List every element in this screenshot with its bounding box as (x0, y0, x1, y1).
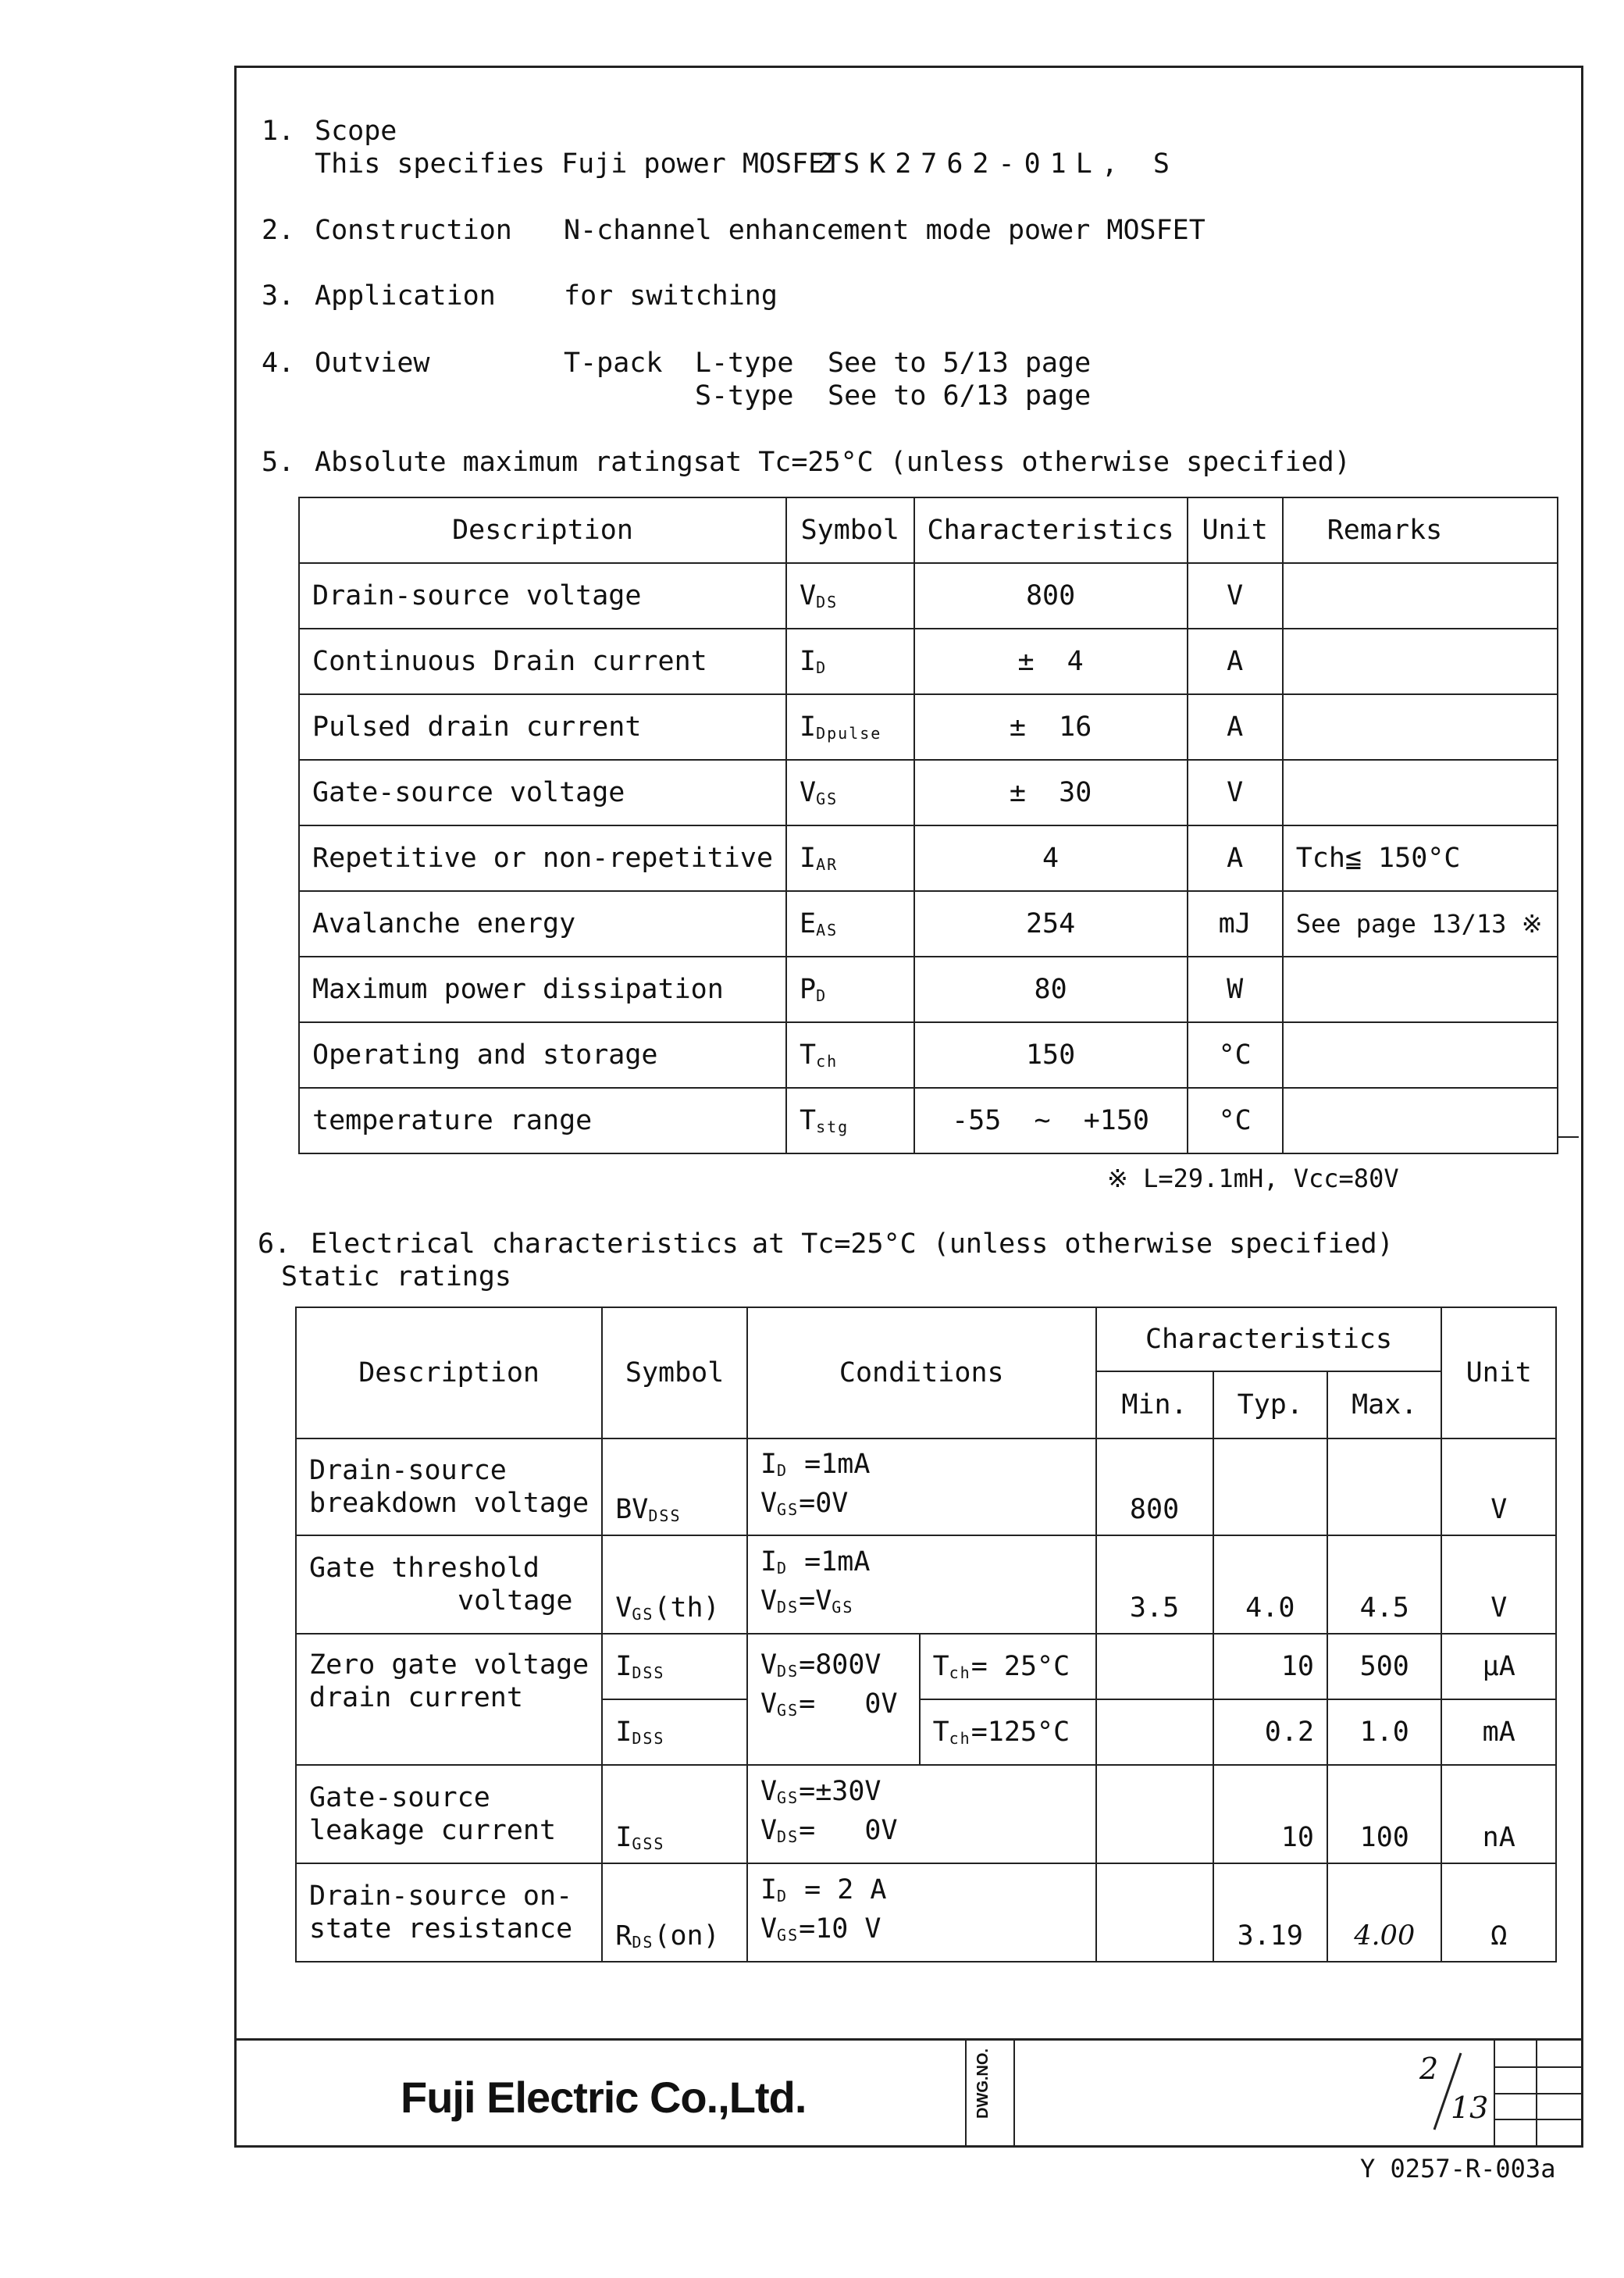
header-remarks: Remarks (1283, 497, 1558, 563)
row-min: 3.5 (1096, 1535, 1213, 1634)
row-max: 4.5 (1327, 1535, 1441, 1634)
row-value: ± 4 (914, 629, 1188, 694)
abs-table-note: ※ L=29.1mH, Vcc=80V (1107, 1164, 1399, 1193)
row-max (1327, 1438, 1441, 1535)
row-description: Maximum power dissipation (299, 957, 786, 1022)
header-symbol: Symbol (786, 497, 914, 563)
row-symbol: $I_{GSS}$ (602, 1765, 747, 1863)
section-1-title: Scope (315, 116, 397, 147)
row-min (1096, 1863, 1213, 1962)
header-description: Description (299, 497, 786, 563)
row-unit: V (1188, 563, 1283, 629)
row-conditions: $I_D =1mA$ $V_{DS}=V_{GS}$ (747, 1535, 1096, 1634)
table-row (299, 825, 1558, 891)
row-symbol: $I_{AR}$ (786, 825, 914, 891)
row-remarks: Tch≦ 150°C (1283, 825, 1558, 891)
row-description: Gate threshold voltage (296, 1535, 602, 1634)
table-row (299, 694, 1558, 760)
row-value: ± 16 (914, 694, 1188, 760)
row-unit: °C (1188, 1088, 1283, 1153)
section-4-title: Outview (315, 348, 430, 379)
title-block (234, 2038, 1583, 2148)
drawing-number-field (965, 2041, 1015, 2145)
section-5-condition: at Tc=25°C (unless otherwise specified) (709, 447, 1351, 478)
company-name: Fuji Electric Co.,Ltd. (401, 2073, 807, 2122)
row-value: 150 (914, 1022, 1188, 1088)
header-typ: Typ. (1213, 1371, 1327, 1438)
row-unit: mJ (1188, 891, 1283, 957)
row-min (1096, 1634, 1213, 1699)
row-remarks (1283, 629, 1558, 694)
row-typ: 10 (1213, 1634, 1327, 1699)
scope-text: This specifies Fuji power MOSFET (315, 148, 842, 180)
section-3-title: Application (315, 280, 496, 312)
row-typ: 3.19 (1213, 1863, 1327, 1962)
row-unit: A (1188, 629, 1283, 694)
table-row (299, 760, 1558, 825)
page-total: 13 (1451, 2091, 1489, 2125)
l-type-ref: See to 5/13 page (828, 348, 1092, 379)
section-5-title: Absolute maximum ratings (315, 447, 710, 478)
row-max: 500 (1327, 1634, 1441, 1699)
row-remarks (1283, 760, 1558, 825)
row-description: Drain-source voltage (299, 563, 786, 629)
section-4-number: 4. (262, 348, 295, 379)
header-unit: Unit (1441, 1307, 1556, 1438)
row-symbol: $T_{stg}$ (786, 1088, 914, 1153)
drawing-number-label: DWG.NO. (974, 2048, 992, 2119)
row-description: Drain-source on- state resistance (296, 1863, 602, 1962)
row-description: temperature range (299, 1088, 786, 1153)
row-description: Gate-source leakage current (296, 1765, 602, 1863)
row-unit: W (1188, 957, 1283, 1022)
row-remarks (1283, 694, 1558, 760)
row-typ (1213, 1438, 1327, 1535)
row-description: Zero gate voltage drain current (296, 1634, 602, 1765)
row-symbol: $I_{Dpulse}$ (786, 694, 914, 760)
row-symbol: $P_D$ (786, 957, 914, 1022)
row-remarks (1283, 1022, 1558, 1088)
row-description: Pulsed drain current (299, 694, 786, 760)
row-min (1096, 1699, 1213, 1765)
section-5-number: 5. (262, 447, 295, 478)
row-unit: nA (1441, 1765, 1556, 1863)
section-6-condition: at Tc=25°C (unless otherwise specified) (752, 1228, 1394, 1260)
row-symbol: $V_{GS}(th)$ (602, 1535, 747, 1634)
section-6-number: 6. (258, 1228, 291, 1260)
row-description: Operating and storage (299, 1022, 786, 1088)
row-conditions: $V_{DS}=800V$ $V_{GS}= 0V$ (747, 1634, 920, 1765)
row-typ: 4.0 (1213, 1535, 1327, 1634)
row-unit: A (1188, 825, 1283, 891)
row-min (1096, 1765, 1213, 1863)
row-max: 1.0 (1327, 1699, 1441, 1765)
table-header-row (296, 1307, 1556, 1371)
row-symbol: $V_{GS}$ (786, 760, 914, 825)
row-value: -55 ~ +150 (914, 1088, 1188, 1153)
table-row (299, 891, 1558, 957)
row-value: ± 30 (914, 760, 1188, 825)
header-min: Min. (1096, 1371, 1213, 1438)
row-remarks (1283, 957, 1558, 1022)
row-value: 800 (914, 563, 1188, 629)
electrical-characteristics-table (295, 1307, 1557, 1963)
table-row (299, 1022, 1558, 1088)
header-symbol: Symbol (602, 1307, 747, 1438)
section-3-number: 3. (262, 280, 295, 312)
row-symbol: $E_{AS}$ (786, 891, 914, 957)
row-typ: 10 (1213, 1765, 1327, 1863)
row-max: 4.00 (1327, 1863, 1441, 1962)
application-value: for switching (564, 280, 778, 312)
header-conditions: Conditions (747, 1307, 1096, 1438)
section-6-title: Electrical characteristics (311, 1228, 739, 1260)
table-row (299, 563, 1558, 629)
header-unit: Unit (1188, 497, 1283, 563)
section-1-number: 1. (262, 116, 295, 147)
row-symbol: $BV_{DSS}$ (602, 1438, 747, 1535)
row-value: 80 (914, 957, 1188, 1022)
row-description: Drain-source breakdown voltage (296, 1438, 602, 1535)
page-number: 2 (1419, 2052, 1439, 2086)
row-description: Repetitive or non-repetitive (299, 825, 786, 891)
row-unit: V (1188, 760, 1283, 825)
row-conditions: $I_D = 2$ A $V_{GS}=10$ V (747, 1863, 1096, 1962)
row-description: Avalanche energy (299, 891, 786, 957)
row-conditions: $I_D =1mA$ $V_{GS}=0V$ (747, 1438, 1096, 1535)
row-unit: Ω (1441, 1863, 1556, 1962)
header-characteristics: Characteristics (1096, 1307, 1442, 1371)
construction-value: N-channel enhancement mode power MOSFET (564, 215, 1206, 246)
table-row (296, 1535, 1556, 1634)
row-unit: V (1441, 1535, 1556, 1634)
table-header-row (299, 497, 1558, 563)
row-symbol: $I_{DSS}$ (602, 1699, 747, 1765)
row-conditions: $V_{GS}=\pm 30V$ $V_{DS}= 0V$ (747, 1765, 1096, 1863)
row-remarks (1283, 1088, 1558, 1153)
row-unit: A (1188, 694, 1283, 760)
row-description: Continuous Drain current (299, 629, 786, 694)
static-ratings-label: Static ratings (281, 1261, 512, 1292)
section-2-number: 2. (262, 215, 295, 246)
row-value: 254 (914, 891, 1188, 957)
package-name: T-pack (564, 348, 663, 379)
row-symbol: $I_D$ (786, 629, 914, 694)
table-row (296, 1438, 1556, 1535)
row-min: 800 (1096, 1438, 1213, 1535)
header-max: Max. (1327, 1371, 1441, 1438)
table-row (296, 1863, 1556, 1962)
row-unit: mA (1441, 1699, 1556, 1765)
row-description: Gate-source voltage (299, 760, 786, 825)
table-row (296, 1634, 1556, 1699)
row-remarks: See page 13/13 ※ (1283, 891, 1558, 957)
row-symbol: $I_{DSS}$ (602, 1634, 747, 1699)
row-temp-condition: $T_{ch}= 25^\circ C$ (920, 1634, 1096, 1699)
header-characteristics: Characteristics (914, 497, 1188, 563)
row-symbol: $V_{DS}$ (786, 563, 914, 629)
edge-tick-mark (1558, 1136, 1579, 1138)
s-type-ref: See to 6/13 page (828, 380, 1092, 412)
l-type-label: L-type (695, 348, 794, 379)
header-description: Description (296, 1307, 602, 1438)
s-type-label: S-type (695, 380, 794, 412)
row-value: 4 (914, 825, 1188, 891)
row-unit: V (1441, 1438, 1556, 1535)
row-remarks (1283, 563, 1558, 629)
revision-grid (1494, 2041, 1581, 2145)
row-unit: μA (1441, 1634, 1556, 1699)
section-2-title: Construction (315, 215, 512, 246)
row-symbol: $R_{DS}(on)$ (602, 1863, 747, 1962)
form-code: Y 0257-R-003a (1360, 2154, 1556, 2184)
row-typ: 0.2 (1213, 1699, 1327, 1765)
absolute-ratings-table (298, 497, 1558, 1154)
row-symbol: $T_{ch}$ (786, 1022, 914, 1088)
row-unit: °C (1188, 1022, 1283, 1088)
table-row (299, 629, 1558, 694)
table-row (296, 1765, 1556, 1863)
table-row (299, 957, 1558, 1022)
part-number: 2SK2762-01L, S (817, 148, 1180, 180)
row-max: 100 (1327, 1765, 1441, 1863)
table-row (299, 1088, 1558, 1153)
row-temp-condition: $T_{ch}=125^\circ C$ (920, 1699, 1096, 1765)
